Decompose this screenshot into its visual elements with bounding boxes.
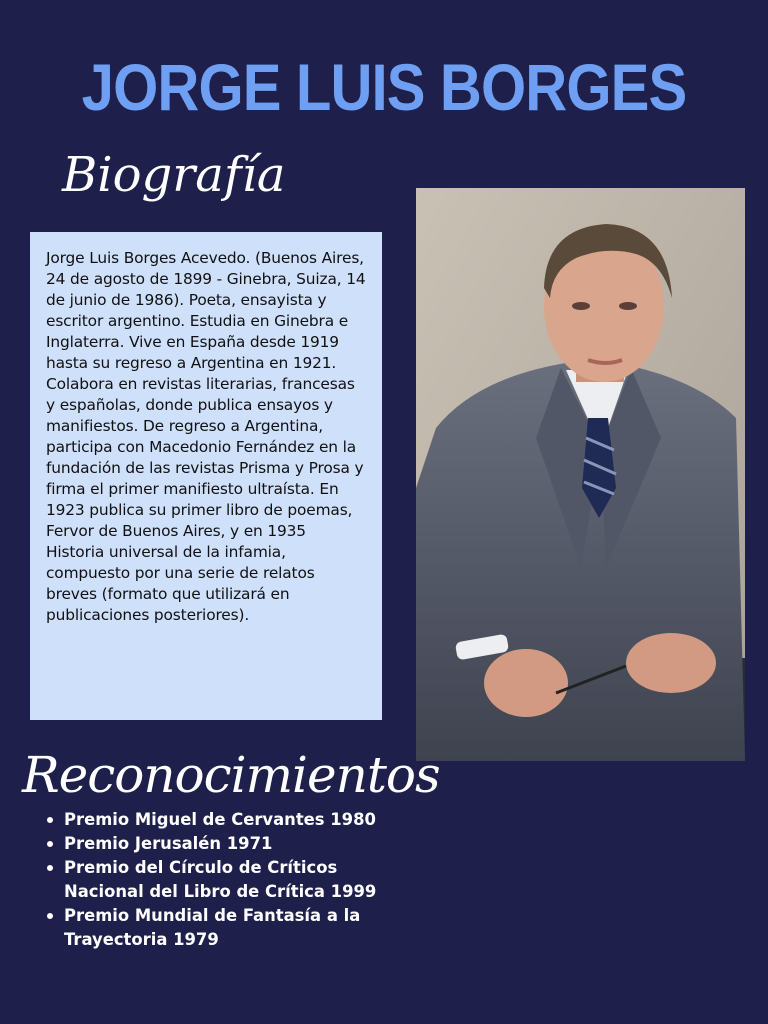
portrait-photo	[416, 188, 745, 761]
page-title: JORGE LUIS BORGES	[81, 50, 687, 124]
portrait-illustration	[416, 188, 745, 761]
bullet-icon	[47, 913, 53, 919]
bullet-icon	[47, 841, 53, 847]
list-item: Premio Miguel de Cervantes 1980	[44, 808, 404, 832]
biography-heading: Biografía	[62, 147, 286, 203]
awards-heading: Reconocimientos	[22, 746, 440, 804]
bullet-icon	[47, 817, 53, 823]
list-item: Premio Jerusalén 1971	[44, 832, 404, 856]
biography-text: Jorge Luis Borges Acevedo. (Buenos Aires, 24 de agosto de 1899 - Ginebra, Suiza, 14 de junio de 1986). Poeta, ensayista y escritor argentino. Estudia en Ginebra e Inglaterra. Vive en España desde 1919 hasta su regreso a Argentina en 1921. Colabora en revistas literarias, francesas y españolas, donde publica ensayos y manifiestos. De regreso a Argentina, participa con Macedonio Fernández en la fundación de las revistas Prisma y Prosa y firma el primer manifiesto ultraísta. En 1923 publica su primer libro de poemas, Fervor de Buenos Aires, y en 1935 Historia universal de la infamia, compuesto por una serie de relatos breves (formato que utilizará en publicaciones posteriores).	[46, 249, 366, 624]
awards-list	[44, 808, 404, 952]
biography-box	[30, 232, 382, 720]
list-item: Premio del Círculo de Críticos Nacional del Libro de Crítica 1999	[44, 856, 404, 904]
bullet-icon	[47, 865, 53, 871]
list-item: Premio Mundial de Fantasía a la Trayectoria 1979	[44, 904, 404, 952]
